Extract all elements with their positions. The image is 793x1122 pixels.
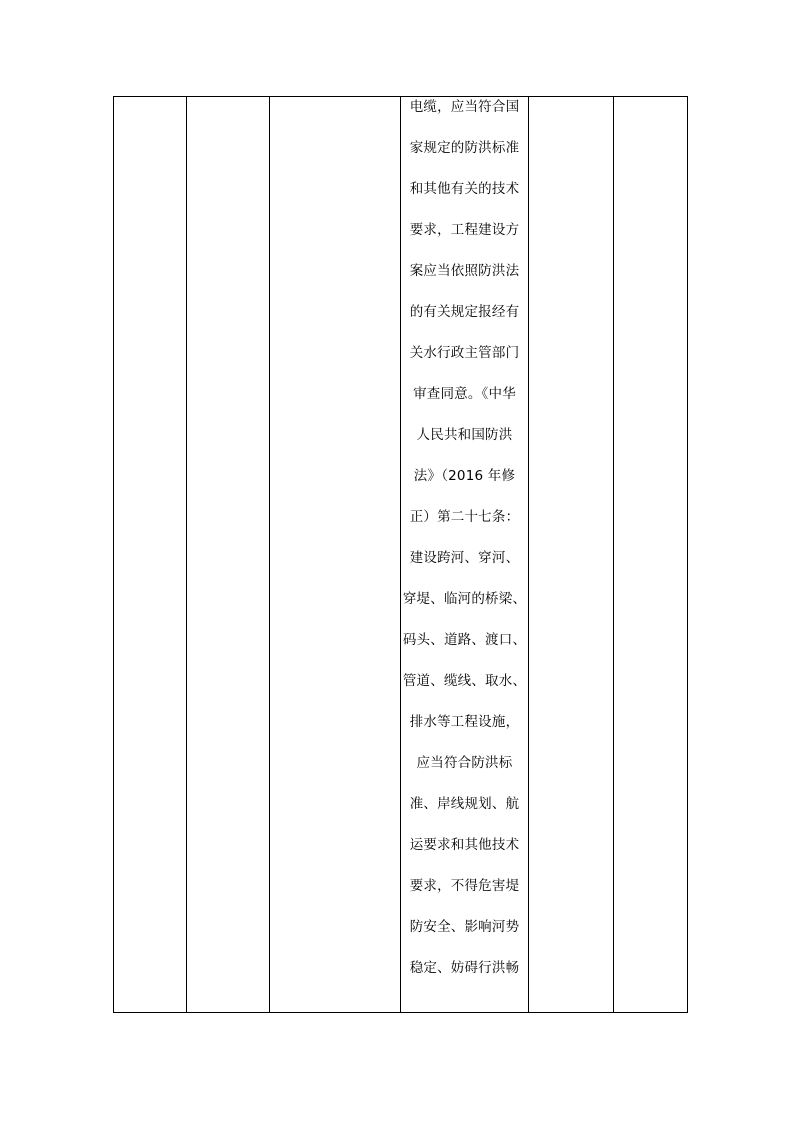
text-line: 运要求和其他技术 (409, 837, 520, 853)
text-line: 正）第二十七条： (409, 509, 520, 525)
text-line: 要求，工程建设方 (409, 222, 520, 238)
table-cell-col-1 (114, 97, 187, 1013)
table-cell-legal-basis (401, 97, 529, 1013)
table-cell-col-2 (187, 97, 270, 1013)
text-line: 审查同意。《中华 (413, 386, 516, 402)
text-line: 的有关规定报经有 (409, 304, 520, 320)
table-row (114, 97, 688, 1013)
table-cell-col-5 (529, 97, 614, 1013)
text-line: 准、岸线规划、航 (409, 796, 520, 812)
document-table (113, 96, 688, 1013)
text-line: 要求，不得危害堤 (409, 878, 520, 894)
text-line: 人民共和国防洪 (416, 427, 513, 443)
text-line: 应当符合防洪标 (416, 755, 513, 771)
text-line: 和其他有关的技术 (409, 181, 520, 197)
text-line: 电缆，应当符合国 (409, 99, 520, 115)
text-line: 关水行政主管部门 (409, 345, 520, 361)
text-line: 穿堤、临河的桥梁、 (402, 591, 527, 607)
text-line: 建设跨河、穿河、 (409, 550, 520, 566)
text-line: 稳定、妨碍行洪畅 (409, 960, 520, 976)
legal-basis-text (401, 97, 528, 999)
text-line: 排水等工程设施， (409, 714, 520, 730)
text-line: 管道、缆线、取水、 (402, 673, 527, 689)
text-line: 法》（2016 年修 (413, 468, 516, 484)
text-line: 案应当依照防洪法 (409, 263, 520, 279)
table-cell-col-3 (270, 97, 401, 1013)
table-cell-col-6 (614, 97, 688, 1013)
text-line: 家规定的防洪标准 (409, 140, 520, 156)
text-line: 防安全、影响河势 (409, 919, 520, 935)
text-line: 码头、道路、渡口、 (402, 632, 527, 648)
